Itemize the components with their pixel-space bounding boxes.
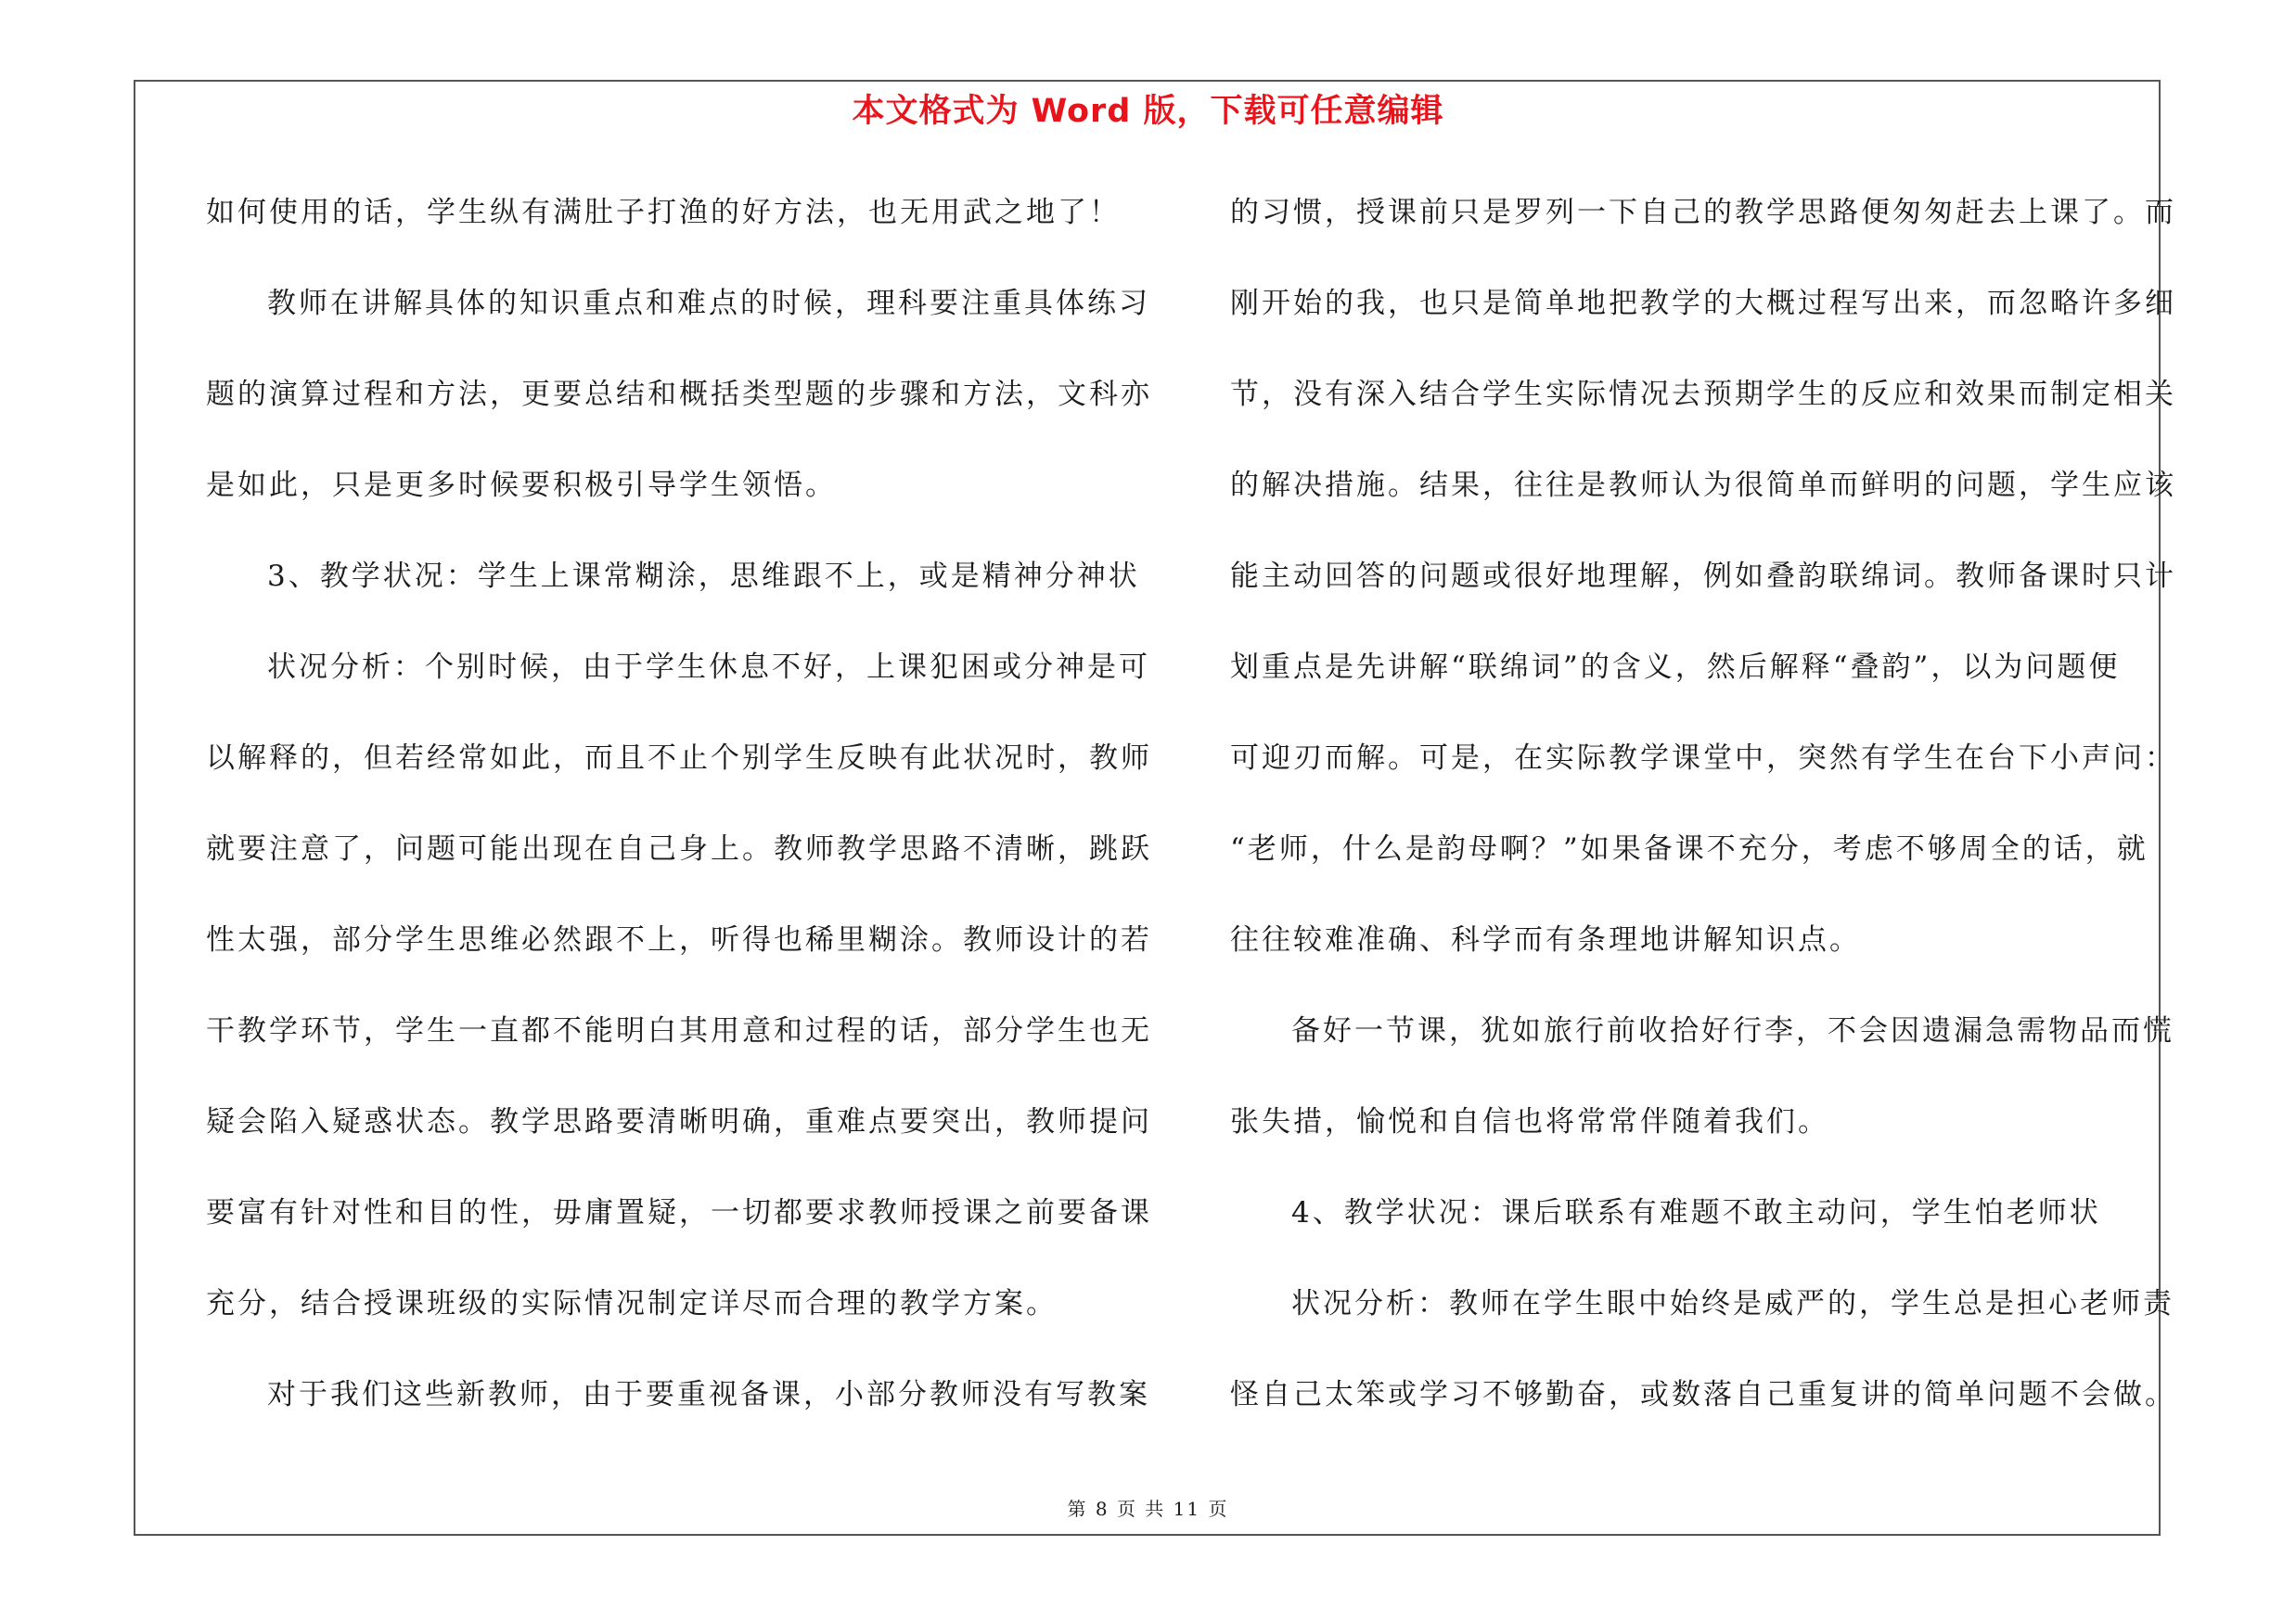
right-column-text-line: 能主动回答的问题或很好地理解，例如叠韵联绵词。教师备课时只计 [1230, 560, 2176, 593]
right-column-text-line: 往往较难准确、科学而有条理地讲解知识点。 [1230, 923, 1861, 957]
right-column-text-line: 怪自己太笨或学习不够勤奋，或数落自己重复讲的简单问题不会做。 [1230, 1378, 2176, 1411]
left-column-text-line: 以解释的，但若经常如此，而且不止个别学生反映有此状况时，教师 [206, 741, 1152, 775]
right-column-text-line: 的解决措施。结果，往往是教师认为很简单而鲜明的问题，学生应该 [1230, 469, 2176, 502]
left-column-text-line: 性太强，部分学生思维必然跟不上，听得也稀里糊涂。教师设计的若 [206, 923, 1152, 957]
left-column-text-line: 要富有针对性和目的性，毋庸置疑，一切都要求教师授课之前要备课 [206, 1196, 1152, 1230]
right-column-text-line: 划重点是先讲解“联绵词”的含义，然后解释“叠韵”，以为问题便 [1230, 650, 2121, 684]
left-column-text-line: 题的演算过程和方法，更要总结和概括类型题的步骤和方法，文科亦 [206, 378, 1152, 411]
left-column-text-line: 教师在讲解具体的知识重点和难点的时候，理科要注重具体练习 [267, 287, 1150, 320]
left-column-text-line: 状况分析：个别时候，由于学生休息不好，上课犯困或分神是可 [267, 650, 1150, 684]
right-column-text-line: 备好一节课，犹如旅行前收拾好行李，不会因遗漏急需物品而慌 [1291, 1014, 2174, 1048]
left-column-text-line: 对于我们这些新教师，由于要重视备课，小部分教师没有写教案 [267, 1378, 1150, 1411]
right-text-column [1230, 184, 2176, 1457]
right-column-text-line: 张失措，愉悦和自信也将常常伴随着我们。 [1230, 1105, 1829, 1139]
right-column-text-line: 的习惯，授课前只是罗列一下自己的教学思路便匆匆赶去上课了。而 [1230, 196, 2176, 229]
left-column-text-line: 充分，结合授课班级的实际情况制定详尽而合理的教学方案。 [206, 1287, 1058, 1320]
left-column-text-line: 干教学环节，学生一直都不能明白其用意和过程的话，部分学生也无 [206, 1014, 1152, 1048]
left-column-text-line: 疑会陷入疑惑状态。教学思路要清晰明确，重难点要突出，教师提问 [206, 1105, 1152, 1139]
left-column-text-line: 就要注意了，问题可能出现在自己身上。教师教学思路不清晰，跳跃 [206, 832, 1152, 866]
right-column-text-line: “老师，什么是韵母啊？”如果备课不充分，考虑不够周全的话，就 [1230, 832, 2148, 866]
left-text-column [206, 184, 1152, 1457]
left-column-text-line: 3、教学状况：学生上课常糊涂，思维跟不上，或是精神分神状 [267, 560, 1140, 593]
right-column-text-line: 4、教学状况：课后联系有难题不敢主动问，学生怕老师状 [1291, 1196, 2101, 1230]
page-header-banner: 本文格式为 Word 版，下载可任意编辑 [852, 93, 1444, 130]
left-column-text-line: 是如此，只是更多时候要积极引导学生领悟。 [206, 469, 837, 502]
right-column-text-line: 可迎刃而解。可是，在实际教学课堂中，突然有学生在台下小声问： [1230, 741, 2176, 775]
right-column-text-line: 状况分析：教师在学生眼中始终是威严的，学生总是担心老师责 [1291, 1287, 2174, 1320]
left-column-text-line: 如何使用的话，学生纵有满肚子打渔的好方法，也无用武之地了！ [206, 196, 1121, 229]
page-number-footer: 第 8 页 共 11 页 [1067, 1498, 1229, 1520]
right-column-text-line: 节，没有深入结合学生实际情况去预期学生的反应和效果而制定相关 [1230, 378, 2176, 411]
right-column-text-line: 刚开始的我，也只是简单地把教学的大概过程写出来，而忽略许多细 [1230, 287, 2176, 320]
